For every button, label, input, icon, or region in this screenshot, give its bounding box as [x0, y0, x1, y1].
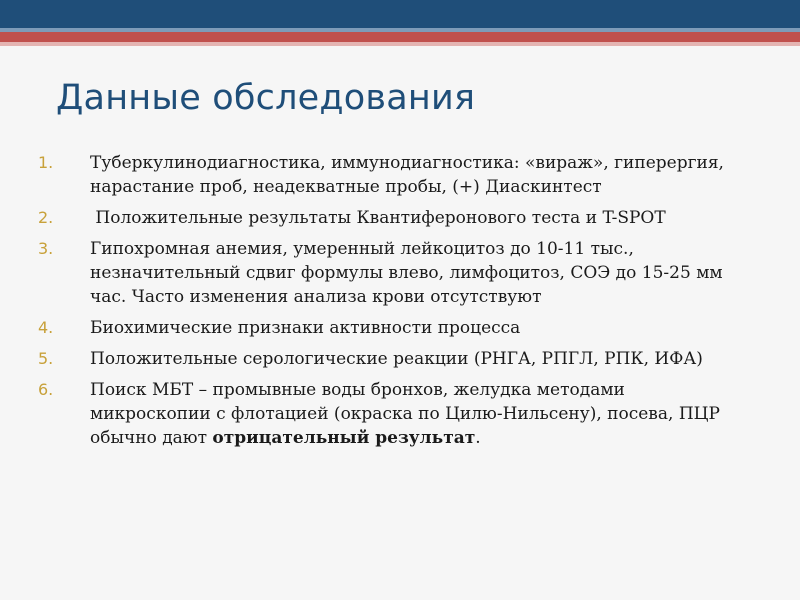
list-item: [38, 151, 758, 199]
page-title: Данные обследования: [56, 78, 476, 118]
header-bar: [0, 0, 800, 28]
item-number: 6.: [38, 380, 54, 399]
item-text: Положительные результаты Квантиферонового теста и T-SPOT: [90, 208, 666, 228]
list-item: [38, 347, 758, 371]
item-text: Туберкулинодиагностика, иммунодиагностика: «вираж», гиперергия, нарастание проб, неадекватные пробы, (+) Диаскинтест: [90, 153, 724, 197]
item-text: [90, 378, 750, 450]
item-number: 2.: [38, 208, 54, 227]
list-item: [38, 237, 758, 309]
item-number: 1.: [38, 153, 54, 172]
accent-stripe: [0, 32, 800, 42]
list-item: [38, 316, 758, 340]
list-item: [38, 378, 758, 450]
item-text-end: .: [475, 428, 481, 448]
item-text-regular: Поиск МБТ – промывные воды бронхов, желудка методами микроскопии с флотацией (окраска по Цилю-Нильсену), посева, ПЦР обычно дают: [90, 380, 720, 448]
item-text: Положительные серологические реакции (РНГА, РПГЛ, РПК, ИФА): [90, 349, 703, 369]
item-text: Биохимические признаки активности процесса: [90, 318, 521, 338]
findings-list: [38, 151, 758, 457]
item-text-bold: отрицательный результат: [212, 428, 476, 448]
list-item: [38, 206, 758, 230]
item-text: Гипохромная анемия, умеренный лейкоцитоз до 10-11 тыс., незначительный сдвиг формулы влево, лимфоцитоз, СОЭ до 15-25 мм час. Часто изменения анализа крови отсутствуют: [90, 239, 723, 307]
item-number: 4.: [38, 318, 54, 337]
item-number: 3.: [38, 239, 54, 258]
item-number: 5.: [38, 349, 54, 368]
accent-stripe-light: [0, 42, 800, 46]
